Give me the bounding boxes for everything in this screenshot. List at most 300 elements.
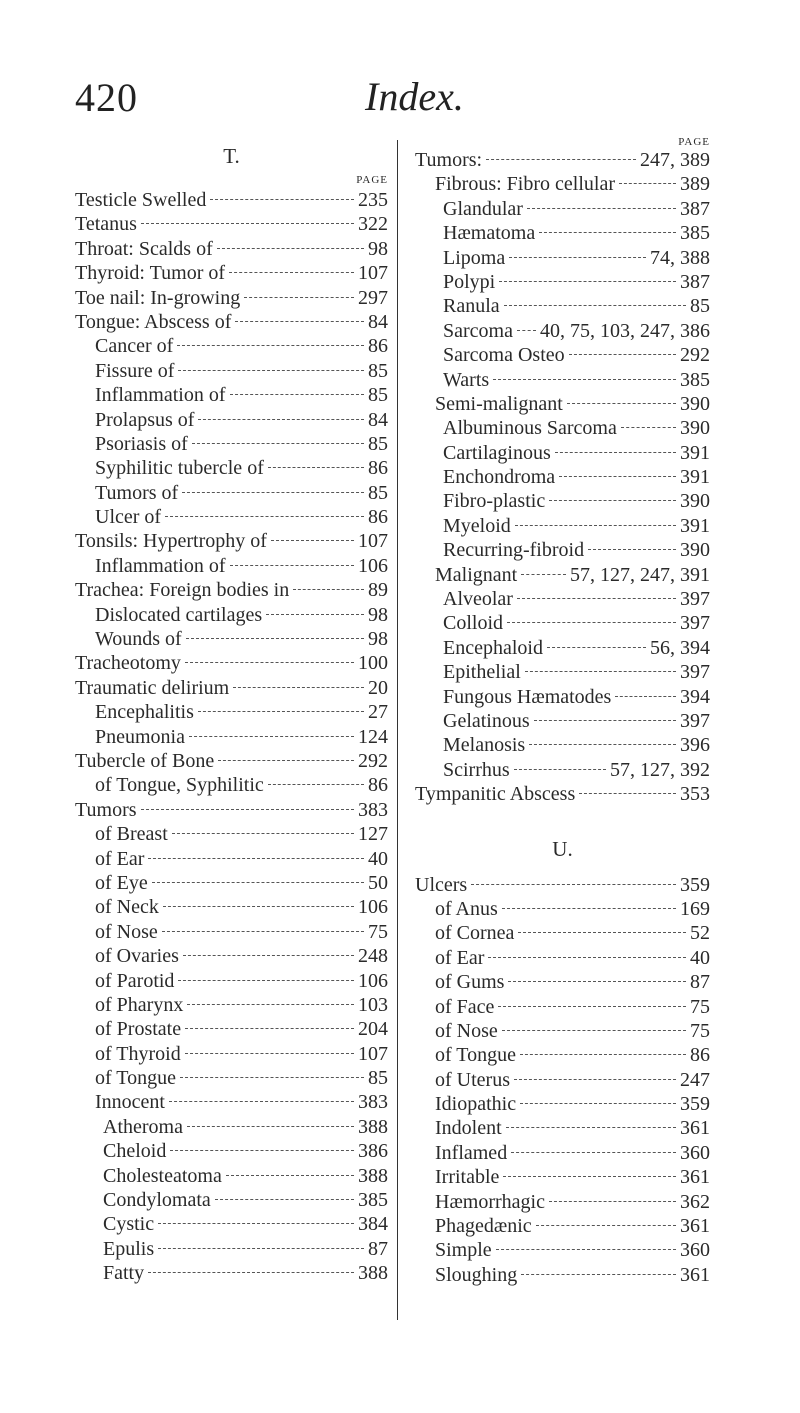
index-entry	[75, 773, 388, 797]
index-entry	[75, 871, 388, 895]
entry-term: Tumors of	[95, 481, 179, 504]
entry-term: Colloid	[443, 612, 504, 635]
index-entry	[75, 725, 388, 749]
dot-leader	[520, 1103, 676, 1104]
dot-leader	[525, 671, 676, 672]
entry-term: Testicle Swelled	[75, 189, 207, 211]
dot-leader	[268, 784, 364, 785]
dot-leader	[192, 443, 364, 444]
dot-leader	[141, 809, 354, 810]
entry-page-numbers: 103	[358, 993, 388, 1016]
entry-page-numbers: 98	[368, 237, 388, 260]
dot-leader	[615, 696, 676, 697]
entry-page-numbers: 383	[358, 798, 388, 821]
entry-page-numbers: 292	[358, 749, 388, 772]
entry-page-numbers: 204	[358, 1018, 388, 1041]
entry-page-numbers: 40	[368, 847, 388, 870]
entry-term: of Tongue, Syphilitic	[95, 774, 264, 797]
dot-leader	[486, 159, 636, 160]
dot-leader	[493, 379, 676, 380]
index-entry	[415, 873, 710, 897]
entry-term: Inflamed	[435, 1141, 508, 1164]
index-entry	[75, 432, 388, 456]
dot-leader	[471, 884, 676, 885]
entry-page-numbers: 107	[358, 530, 388, 553]
entry-term: Fatty	[103, 1262, 145, 1285]
index-entry	[75, 554, 388, 578]
entry-page-numbers: 27	[368, 701, 388, 724]
entry-page-numbers: 390	[680, 392, 710, 415]
entry-term: Atheroma	[103, 1115, 183, 1138]
entry-page-numbers: 127	[358, 823, 388, 846]
dot-leader	[534, 720, 676, 721]
entry-term: Tumors	[75, 798, 137, 821]
index-entry	[415, 270, 710, 294]
dot-leader	[506, 1127, 676, 1128]
index-entry	[415, 1214, 710, 1238]
index-entry	[75, 529, 388, 553]
entry-page-numbers: 107	[358, 1042, 388, 1065]
index-entry	[415, 392, 710, 416]
index-entry	[75, 188, 388, 212]
entry-term: Lipoma	[443, 246, 506, 269]
entry-term: Cholesteatoma	[103, 1164, 222, 1187]
index-entry	[75, 993, 388, 1017]
dot-leader	[502, 1030, 686, 1031]
entry-page-numbers: 98	[368, 628, 388, 651]
index-entry	[415, 660, 710, 684]
entry-page-numbers: 247, 389	[640, 149, 710, 171]
dot-leader	[230, 394, 364, 395]
entry-page-numbers: 52	[690, 922, 710, 945]
dot-leader	[517, 330, 536, 331]
index-entry	[75, 359, 388, 383]
dot-leader	[169, 1101, 354, 1102]
index-entry	[415, 221, 710, 245]
index-entry	[75, 1261, 388, 1285]
dot-leader	[569, 354, 676, 355]
entry-page-numbers: 75	[368, 920, 388, 943]
index-entry	[415, 1238, 710, 1262]
dot-leader	[579, 793, 676, 794]
entry-term: Myeloid	[443, 514, 511, 537]
entry-page-numbers: 98	[368, 603, 388, 626]
dot-leader	[515, 525, 676, 526]
index-entry	[75, 1115, 388, 1139]
entry-page-numbers: 20	[368, 676, 388, 699]
entry-term: Glandular	[443, 197, 523, 220]
index-entry	[415, 465, 710, 489]
dot-leader	[210, 199, 354, 200]
index-entry	[415, 1263, 710, 1287]
index-entry	[75, 310, 388, 334]
entry-page-numbers: 57, 127, 392	[610, 758, 710, 781]
entry-page-numbers: 75	[690, 995, 710, 1018]
index-entry	[75, 798, 388, 822]
dot-leader	[215, 1199, 354, 1200]
index-entry	[415, 294, 710, 318]
index-entry	[415, 782, 710, 806]
dot-leader	[187, 1004, 354, 1005]
index-entry	[75, 651, 388, 675]
entry-page-numbers: 385	[358, 1189, 388, 1212]
entry-term: Condylomata	[103, 1189, 211, 1212]
dot-leader	[266, 614, 364, 615]
entry-term: Sarcoma Osteo	[443, 344, 565, 367]
entry-term: Malignant	[435, 563, 518, 586]
dot-leader	[508, 981, 686, 982]
dot-leader	[178, 370, 364, 371]
entry-term: Pneumonia	[95, 725, 185, 748]
entry-term: Hæmorrhagic	[435, 1190, 545, 1213]
entry-page-numbers: 394	[680, 685, 710, 708]
entry-page-numbers: 87	[368, 1237, 388, 1260]
index-entry	[75, 481, 388, 505]
entry-page-numbers: 360	[680, 1141, 710, 1164]
entry-page-numbers: 391	[680, 441, 710, 464]
index-entry	[415, 733, 710, 757]
entry-page-numbers: 389	[680, 173, 710, 196]
index-entry	[75, 1188, 388, 1212]
index-entry	[415, 489, 710, 513]
dot-leader	[186, 638, 364, 639]
index-entry	[415, 1165, 710, 1189]
entry-term: Thyroid: Tumor of	[75, 262, 226, 285]
entry-page-numbers: 85	[368, 432, 388, 455]
entry-term: Albuminous Sarcoma	[443, 417, 617, 440]
entry-term: Dislocated cartilages	[95, 603, 263, 626]
entry-term: Indolent	[435, 1117, 502, 1140]
entry-page-numbers: 390	[680, 417, 710, 440]
index-entry-list	[415, 148, 710, 807]
index-entry	[415, 636, 710, 660]
entry-page-numbers: 388	[358, 1115, 388, 1138]
index-entry	[75, 456, 388, 480]
entry-page-numbers: 248	[358, 945, 388, 968]
dot-leader	[567, 403, 676, 404]
entry-page-numbers: 396	[680, 734, 710, 757]
dot-leader	[271, 540, 354, 541]
index-entry	[415, 538, 710, 562]
dot-leader	[521, 574, 566, 575]
dot-leader	[488, 957, 686, 958]
dot-leader	[226, 1175, 354, 1176]
entry-page-numbers: 353	[680, 783, 710, 806]
entry-page-numbers: 362	[680, 1190, 710, 1213]
entry-page-numbers: 385	[680, 222, 710, 245]
entry-term: Inflammation of	[95, 554, 226, 577]
entry-page-numbers: 84	[368, 408, 388, 431]
index-entry	[75, 749, 388, 773]
index-entry	[75, 1090, 388, 1114]
entry-page-numbers: 56, 394	[650, 636, 710, 659]
dot-leader	[520, 1054, 686, 1055]
entry-page-numbers: 384	[358, 1213, 388, 1236]
dot-leader	[496, 1249, 676, 1250]
section-letter-t: T.	[223, 144, 240, 168]
dot-leader	[549, 1201, 676, 1202]
index-entry	[75, 1237, 388, 1261]
index-entry	[75, 700, 388, 724]
entry-page-numbers: 390	[680, 539, 710, 562]
entry-page-numbers: 359	[680, 873, 710, 896]
dot-leader	[148, 858, 364, 859]
dot-leader	[509, 257, 646, 258]
index-entry	[75, 578, 388, 602]
entry-page-numbers: 388	[358, 1164, 388, 1187]
dot-leader	[185, 1053, 354, 1054]
entry-term: Syphilitic tubercle of	[95, 457, 264, 480]
entry-page-numbers: 388	[358, 1262, 388, 1285]
entry-page-numbers: 397	[680, 588, 710, 611]
entry-page-numbers: 106	[358, 554, 388, 577]
entry-page-numbers: 322	[358, 213, 388, 236]
entry-page-numbers: 75	[690, 1019, 710, 1042]
entry-page-numbers: 361	[680, 1215, 710, 1238]
entry-term: Epithelial	[443, 661, 521, 684]
entry-page-numbers: 107	[358, 262, 388, 285]
dot-leader	[527, 208, 676, 209]
index-entry	[415, 368, 710, 392]
index-entry	[75, 383, 388, 407]
index-entry	[75, 627, 388, 651]
dot-leader	[539, 232, 676, 233]
entry-page-numbers: 361	[680, 1166, 710, 1189]
dot-leader	[233, 687, 364, 688]
index-entry	[415, 1190, 710, 1214]
dot-leader	[180, 1077, 364, 1078]
page-column-label: PAGE	[356, 174, 388, 186]
dot-leader	[498, 1006, 686, 1007]
entry-page-numbers: 391	[680, 514, 710, 537]
index-entry	[75, 334, 388, 358]
entry-page-numbers: 359	[680, 1093, 710, 1116]
entry-page-numbers: 85	[368, 359, 388, 382]
dot-leader	[621, 427, 676, 428]
entry-term: of Tongue	[95, 1067, 176, 1090]
entry-page-numbers: 86	[368, 774, 388, 797]
entry-term: Trachea: Foreign bodies in	[75, 579, 290, 602]
dot-leader	[529, 744, 676, 745]
entry-term: Ranula	[443, 295, 500, 318]
entry-page-numbers: 85	[368, 481, 388, 504]
dot-leader	[229, 272, 354, 273]
dot-leader	[218, 760, 354, 761]
dot-leader	[158, 1223, 354, 1224]
index-entry	[75, 1042, 388, 1066]
entry-page-numbers: 50	[368, 871, 388, 894]
dot-leader	[514, 769, 606, 770]
entry-page-numbers: 387	[680, 270, 710, 293]
entry-term: Semi-malignant	[435, 392, 563, 415]
index-entry	[75, 237, 388, 261]
entry-term: of Nose	[95, 920, 158, 943]
dot-leader	[178, 980, 354, 981]
entry-page-numbers: 390	[680, 490, 710, 513]
entry-term: Idiopathic	[435, 1093, 517, 1116]
entry-term: of Ear	[95, 847, 145, 870]
dot-leader	[158, 1248, 364, 1249]
dot-leader	[182, 492, 364, 493]
entry-page-numbers: 57, 127, 247, 391	[570, 563, 710, 586]
entry-term: of Gums	[435, 971, 505, 994]
index-entry-list	[75, 188, 388, 1286]
index-entry	[415, 441, 710, 465]
dot-leader	[187, 1126, 354, 1127]
entry-term: Wounds of	[95, 628, 182, 651]
index-entry	[415, 1043, 710, 1067]
entry-page-numbers: 106	[358, 896, 388, 919]
entry-page-numbers: 106	[358, 969, 388, 992]
entry-page-numbers: 86	[368, 335, 388, 358]
entry-term: Cheloid	[103, 1140, 167, 1163]
dot-leader	[165, 516, 364, 517]
index-entry	[75, 1164, 388, 1188]
dot-leader	[148, 1272, 354, 1273]
entry-page-numbers: 391	[680, 466, 710, 489]
entry-term: Recurring-fibroid	[443, 539, 585, 562]
entry-term: of Face	[435, 995, 495, 1018]
index-entry	[415, 172, 710, 196]
entry-term: Tonsils: Hypertrophy of	[75, 530, 267, 553]
dot-leader	[163, 906, 354, 907]
entry-term: Encephalitis	[95, 701, 194, 724]
dot-leader	[152, 882, 364, 883]
dot-leader	[177, 345, 364, 346]
dot-leader	[503, 1176, 676, 1177]
index-entry	[75, 944, 388, 968]
dot-leader	[507, 622, 676, 623]
entry-page-numbers: 87	[690, 971, 710, 994]
dot-leader	[162, 931, 364, 932]
index-entry	[415, 197, 710, 221]
entry-term: of Uterus	[435, 1068, 510, 1091]
entry-page-numbers: 124	[358, 725, 388, 748]
entry-term: Sarcoma	[443, 319, 513, 342]
entry-term: Fissure of	[95, 359, 175, 382]
dot-leader	[198, 711, 364, 712]
entry-page-numbers: 360	[680, 1239, 710, 1262]
index-entry	[415, 897, 710, 921]
entry-page-numbers: 86	[690, 1044, 710, 1067]
entry-page-numbers: 383	[358, 1091, 388, 1114]
dot-leader	[536, 1225, 676, 1226]
index-entry	[75, 822, 388, 846]
entry-page-numbers: 235	[358, 189, 388, 211]
entry-term: Phagedænic	[435, 1215, 532, 1238]
entry-page-numbers: 385	[680, 368, 710, 391]
index-entry	[75, 505, 388, 529]
dot-leader	[521, 1274, 676, 1275]
index-entry	[75, 286, 388, 310]
entry-page-numbers: 84	[368, 310, 388, 333]
entry-page-numbers: 247	[680, 1068, 710, 1091]
dot-leader	[217, 248, 364, 249]
dot-leader	[185, 1028, 354, 1029]
index-entry	[75, 676, 388, 700]
entry-term: Epulis	[103, 1237, 155, 1260]
dot-leader	[502, 908, 676, 909]
dot-leader	[230, 565, 354, 566]
index-entry	[415, 416, 710, 440]
entry-term: Traumatic delirium	[75, 676, 230, 699]
dot-leader	[293, 589, 364, 590]
entry-term: Gelatinous	[443, 709, 530, 732]
dot-leader	[518, 932, 686, 933]
entry-term: Toe nail: In-growing	[75, 286, 241, 309]
entry-term: Irritable	[435, 1166, 500, 1189]
dot-leader	[189, 736, 354, 737]
dot-leader	[244, 297, 354, 298]
index-entry	[415, 611, 710, 635]
index-entry	[415, 970, 710, 994]
entry-term: Sloughing	[435, 1263, 518, 1286]
entry-term: Warts	[443, 368, 490, 391]
dot-leader	[499, 281, 676, 282]
index-entry	[415, 946, 710, 970]
entry-term: Polypi	[443, 270, 496, 293]
index-entry	[75, 895, 388, 919]
entry-term: of Thyroid	[95, 1042, 181, 1065]
entry-page-numbers: 40, 75, 103, 247, 386	[540, 319, 710, 342]
column-divider	[397, 140, 398, 1320]
entry-term: of Ovaries	[95, 945, 179, 968]
dot-leader	[141, 223, 354, 224]
entry-term: Alveolar	[443, 588, 513, 611]
dot-leader	[559, 476, 676, 477]
entry-term: Psoriasis of	[95, 432, 188, 455]
entry-term: of Eye	[95, 871, 148, 894]
index-entry	[415, 1092, 710, 1116]
entry-term: Scirrhus	[443, 758, 510, 781]
entry-page-numbers: 86	[368, 506, 388, 529]
index-entry	[75, 969, 388, 993]
entry-page-numbers: 397	[680, 612, 710, 635]
entry-page-numbers: 169	[680, 897, 710, 920]
entry-term: Enchondroma	[443, 466, 556, 489]
entry-term: of Prostate	[95, 1018, 182, 1041]
entry-term: Tracheotomy	[75, 652, 181, 675]
index-entry	[415, 343, 710, 367]
index-entry-list	[415, 873, 710, 1288]
entry-term: Tympanitic Abscess	[415, 783, 576, 806]
dot-leader	[170, 1150, 354, 1151]
index-entry	[75, 1139, 388, 1163]
entry-term: Tubercle of Bone	[75, 749, 215, 772]
index-entry	[415, 709, 710, 733]
dot-leader	[504, 305, 686, 306]
entry-term: Tumors:	[415, 149, 483, 171]
entry-page-numbers: 86	[368, 457, 388, 480]
index-entry	[75, 408, 388, 432]
entry-term: of Cornea	[435, 922, 515, 945]
index-entry	[415, 685, 710, 709]
entry-term: Tongue: Abscess of	[75, 310, 232, 333]
index-entry	[75, 261, 388, 285]
index-entry	[415, 148, 710, 172]
dot-leader	[511, 1152, 676, 1153]
index-entry	[415, 995, 710, 1019]
dot-leader	[514, 1079, 676, 1080]
entry-term: Ulcers	[415, 873, 468, 896]
entry-term: Prolapsus of	[95, 408, 195, 431]
index-entry	[415, 587, 710, 611]
running-head: Index.	[365, 74, 464, 119]
entry-page-numbers: 397	[680, 661, 710, 684]
entry-term: Encephaloid	[443, 636, 543, 659]
entry-term: of Ear	[435, 946, 485, 969]
dot-leader	[549, 500, 676, 501]
